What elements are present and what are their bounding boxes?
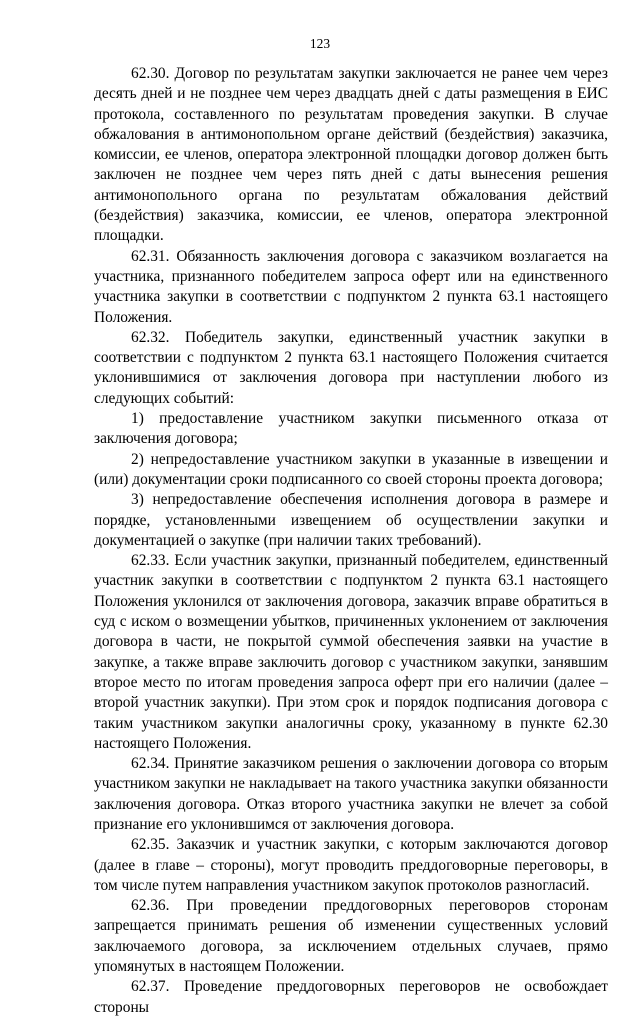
paragraph-62-32: 62.32. Победитель закупки, единственный участник закупки в соответствии с подпунктом 2 пункта 63.1 настоящего Положения считается уклонившимися от заключения договора при наступлении любого из следующих событий: [94,328,608,407]
page-number: 123 [309,36,331,51]
list-item-3: 3) непредоставление обеспечения исполнения договора в размере и порядке, установленными извещением об осуществлении закупки и документацией о закупке (при наличии таких требований). [94,491,608,549]
paragraph-62-33: 62.33. Если участник закупки, признанный победителем, единственный участник закупки в соответствии с подпунктом 2 пункта 63.1 настоящего Положения уклонился от заключения договора, заказчик вправе обратиться в суд с иском о возмещении убытков, причиненных уклонением от заключения договора в части, не покрытой суммой обеспечения заявки на участие в закупке, а также вправе заключить договор с участником закупки, занявшим второе место по итогам проведения запроса оферт при его наличии (далее – второй участник закупки). При этом срок и порядок подписания договора с таким участником закупки аналогичны сроку, указанному в пункте 62.30 настоящего Положения. [94,552,608,752]
paragraph-62-35: 62.35. Заказчик и участник закупки, с которым заключаются договор (далее в главе – стороны), могут проводить преддоговорные переговоры, в том числе путем направления участником закупок протоколов разногласий. [94,836,608,894]
list-item-2: 2) непредоставление участником закупки в указанные в извещении и (или) документации сроки подписанного со своей стороны проекта договора; [94,450,608,488]
list-item-1: 1) предоставление участником закупки письменного отказа от заключения договора; [94,410,608,448]
paragraph-62-36: 62.36. При проведении преддоговорных переговоров сторонам запрещается принимать решения об изменении существенных условий заключаемого договора, за исключением отдельных случаев, прямо упомянутых в настоящем Положении. [94,897,608,976]
paragraph-62-37: 62.37. Проведение преддоговорных переговоров не освобождает стороны [94,978,608,1016]
paragraph-62-34: 62.34. Принятие заказчиком решения о заключении договора со вторым участником закупки не накладывает на такого участника закупки обязанности заключения договора. Отказ второго участника закупки не влечет за собой признание его уклонившимся от заключения договора. [94,755,608,833]
paragraph-62-31: 62.31. Обязанность заключения договора с заказчиком возлагается на участника, признанного победителем запроса оферт или на единственного участника закупки в соответствии с подпунктом 2 пункта 63.1 настоящего Положения. [94,247,608,326]
paragraph-62-30: 62.30. Договор по результатам закупки заключается не ранее чем через десять дней и не позднее чем через двадцать дней с даты размещения в ЕИС протокола, составленного по результатам проведения закупки. В случае обжалования в антимонопольном органе действий (бездействия) заказчика, комиссии, ее членов, оператора электронной площадки договор должен быть заключен не позднее чем через пять дней с даты вынесения решения антимонопольного органа по результатам обжалования действий (бездействия) заказчика, комиссии, ее членов, оператора электронной площадки. [94,65,608,245]
body-text [94,64,608,1018]
